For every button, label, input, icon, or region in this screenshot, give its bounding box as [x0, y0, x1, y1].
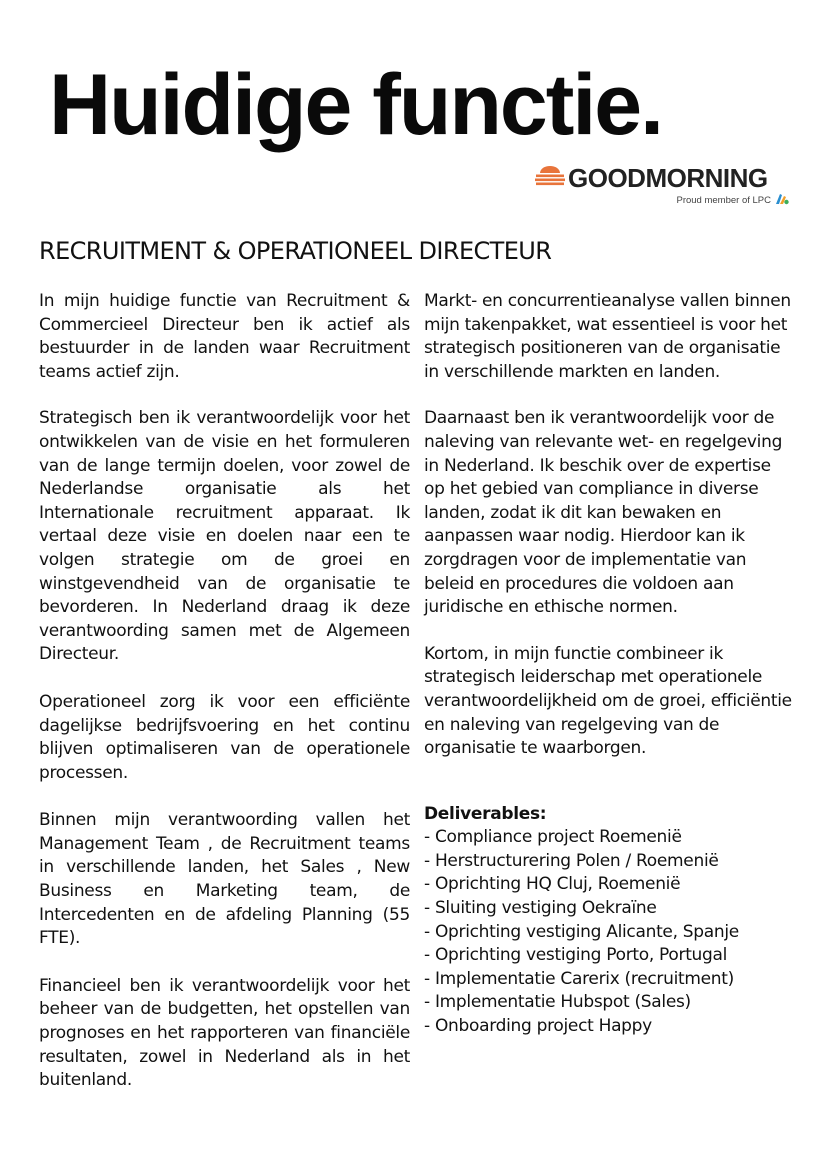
goodmorning-logo — [534, 163, 789, 209]
sunrise-logo-icon — [534, 166, 566, 188]
paragraph-strategy: Strategisch ben ik verantwoordelijk voor het ontwikkelen van de visie en het formuleren van de lange termijn doelen, voor zowel de Nederlandse organisatie als het Internationale recruitment apparaat. Ik vertaal deze visie en doelen naar een te volgen strategie om de groei en winstgevendheid van de organisatie te bevorderen. In Nederland draag ik deze verantwoording samen met de Algemeen Directeur. — [39, 408, 410, 665]
list-item: - Herstructurering Polen / Roemenië — [424, 850, 719, 871]
lpc-logo-icon — [773, 192, 789, 206]
list-item: - Sluiting vestiging Oekraïne — [424, 898, 657, 919]
list-item: - Oprichting HQ Cluj, Roemenië — [424, 874, 681, 895]
list-item: - Compliance project Roemenië — [424, 827, 682, 848]
paragraph-responsibilities: Binnen mijn verantwoording vallen het Management Team , de Recruitment teams in verschillende landen, het Sales , New Business en Marketing team, de Intercedenten en de afdeling Planning (55 FTE). — [39, 810, 410, 949]
list-item: - Implementatie Hubspot (Sales) — [424, 992, 691, 1013]
left-column — [39, 290, 410, 1093]
logo-tagline: Proud member of LPC — [676, 195, 771, 206]
paragraph-finance: Financieel ben ik verantwoordelijk voor het beheer van de budgetten, het opstellen van prognoses en het rapporteren van financiële resultaten, zowel in Nederland als in het buitenland. — [39, 975, 410, 1091]
page-title: Huidige functie. — [49, 57, 662, 153]
logo-wordmark: GOODMORNING — [568, 163, 768, 193]
right-column — [424, 290, 794, 1039]
paragraph-compliance: Daarnaast ben ik verantwoordelijk voor de naleving van relevante wet- en regelgeving in Nederland. Ik beschik over de expertise op het gebied van compliance in diverse landen, zodat ik dit kan bewaken en aanpassen waar nodig. Hierdoor kan ik zorgdragen voor de implementatie van beleid en procedures die voldoen aan juridische en ethische normen. — [424, 408, 783, 618]
list-item: - Oprichting vestiging Alicante, Spanje — [424, 921, 739, 942]
paragraph-operations: Operationeel zorg ik voor een efficiënte dagelijkse bedrijfsvoering en het continu blijven optimaliseren van de operationele processen. — [39, 691, 410, 783]
list-item: - Onboarding project Happy — [424, 1016, 652, 1037]
paragraph-summary: Kortom, in mijn functie combineer ik strategisch leiderschap met operationele verantwoordelijkheid om de groei, efficiëntie en naleving van regelgeving van de organisatie te waarborgen. — [424, 643, 792, 759]
deliverables-list — [424, 826, 794, 1038]
list-item: - Implementatie Carerix (recruitment) — [424, 968, 734, 989]
list-item: - Oprichting vestiging Porto, Portugal — [424, 945, 728, 966]
paragraph-market-analysis: Markt- en concurrentieanalyse vallen binnen mijn takenpakket, wat essentieel is voor het strategisch positioneren van de organisatie in verschillende markten en landen. — [424, 291, 791, 382]
section-heading: RECRUITMENT & OPERATIONEEL DIRECTEUR — [39, 237, 552, 265]
paragraph-intro: In mijn huidige functie van Recruitment & Commercieel Directeur ben ik actief als bestuurder in de landen waar Recruitment teams actief zijn. — [39, 291, 410, 382]
deliverables-section — [424, 803, 794, 1039]
deliverables-heading: Deliverables: — [424, 803, 547, 824]
